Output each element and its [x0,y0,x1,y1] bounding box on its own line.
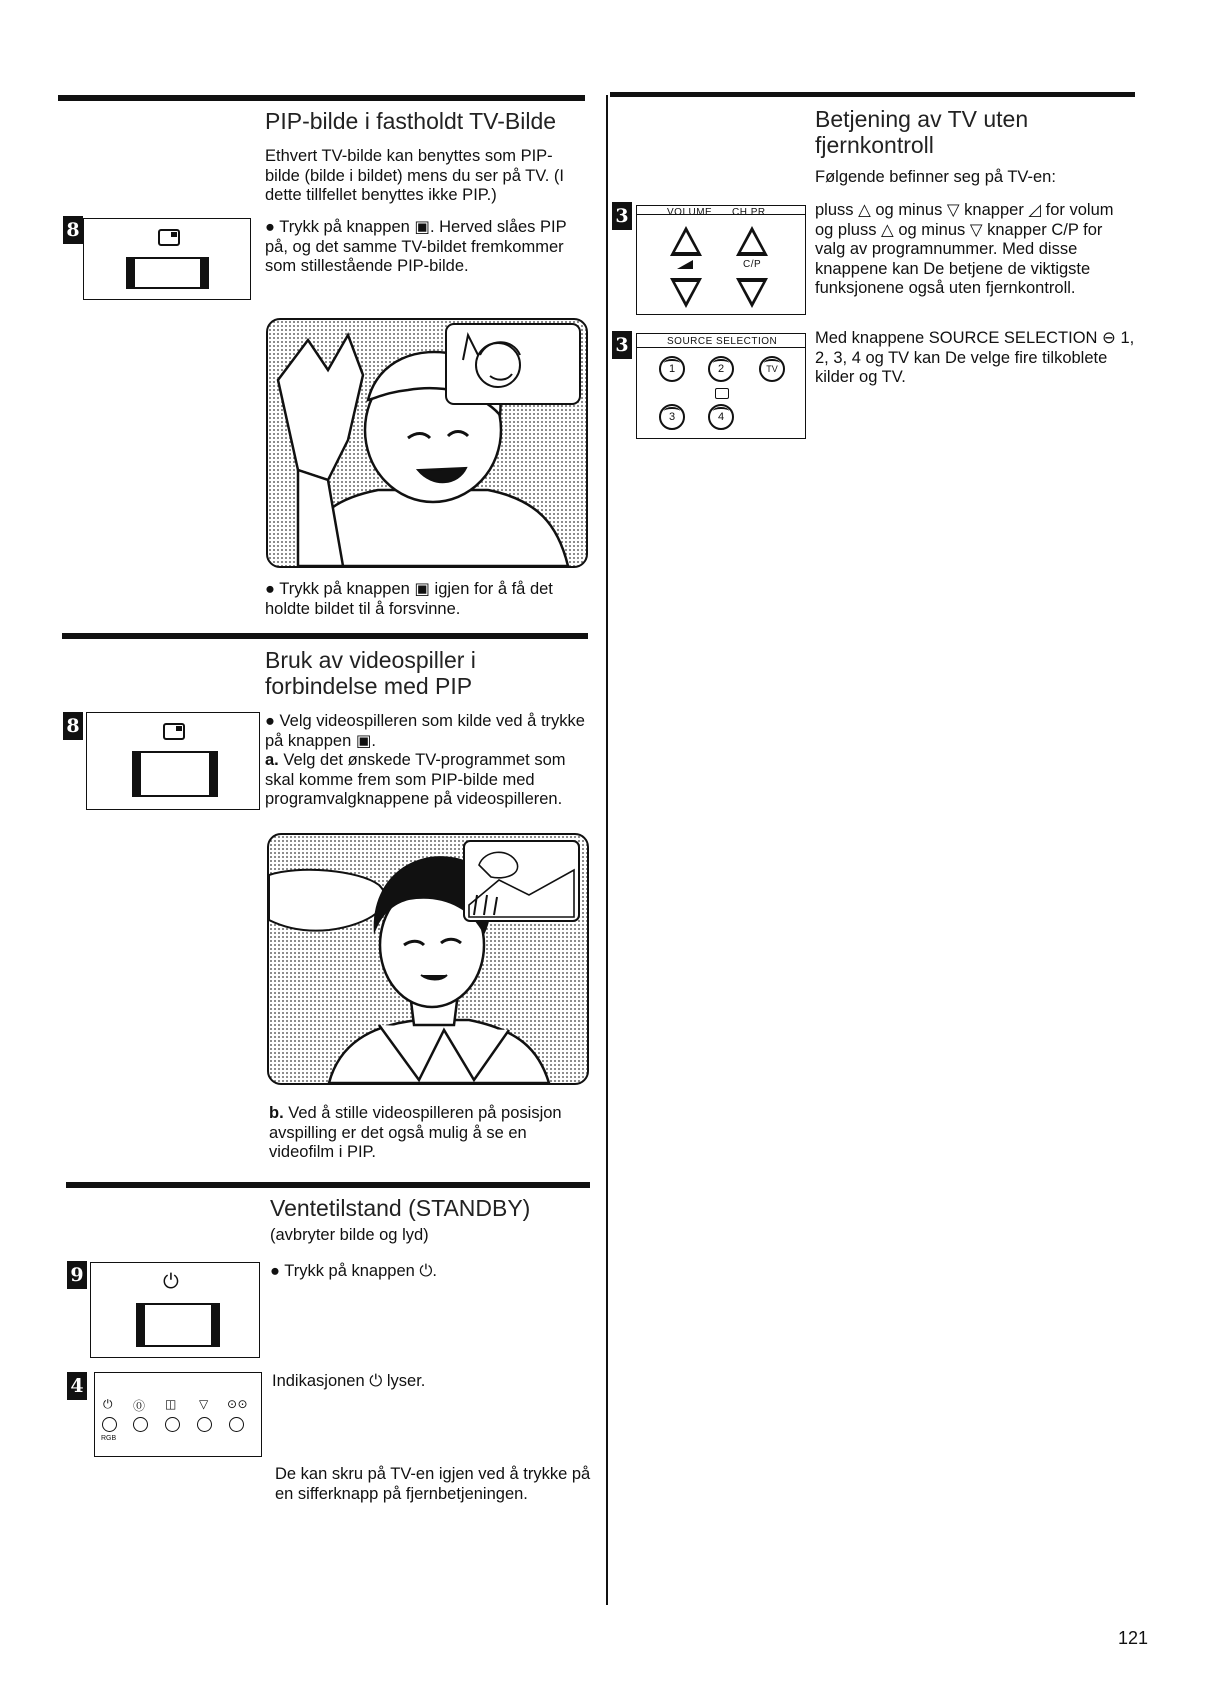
woman-with-pip-illustration [269,835,587,1083]
chpr-label: CH PR [732,207,766,218]
channel-minus-button[interactable] [736,278,768,308]
channel-plus-button[interactable] [736,226,768,256]
volume-icon [677,260,693,269]
source-selection-label: SOURCE SELECTION [667,336,778,347]
standby-button-diagram [90,1262,260,1358]
section-title-pip-freeze: PIP-bilde i fastholdt TV-Bilde [265,108,557,134]
led-symbol-teletext: ◫ [165,1397,177,1411]
instruction-step-b [269,1104,587,1163]
source-selection-description: Med knappene SOURCE SELECTION ⊖ 1, 2, 3, 4 og TV kan De velge fire tilkoblete kilder og TV. [815,329,1135,386]
source-button-tv[interactable]: TV [759,356,785,382]
source-button-4[interactable]: 4 [708,404,734,430]
source-button-3[interactable]: 3 [659,404,685,430]
source-button-1[interactable]: 1 [659,356,685,382]
indicator-text: Indikasjonen ⏻ lyser. [272,1372,426,1390]
step-badge: 8 [63,216,83,244]
pip-icon [158,229,180,246]
led-symbol-standby: ⏻ [103,1397,113,1411]
volume-plus-button[interactable] [670,226,702,256]
label-rule [637,214,805,215]
section-rule [62,633,588,639]
standby-icon: ⏻ [163,1269,179,1293]
led-indicator [102,1417,117,1432]
instruction-bullet: ● Trykk på knappen ⏻. [270,1262,438,1280]
source-selection-diagram [636,333,806,439]
led-symbol-minus: ▽ [199,1397,209,1411]
section-rule [610,92,1135,97]
indicator-panel-diagram [94,1372,262,1457]
source-icon [715,388,729,399]
pip-button-diagram [86,712,260,810]
led-indicator [229,1417,244,1432]
led-symbol-stereo: ⊙⊙ [227,1397,249,1411]
section-intro: Følgende befinner seg på TV-en: [815,168,1056,186]
step-badge: 3 [612,331,632,359]
column-divider [606,95,608,1605]
led-indicator [165,1417,180,1432]
section-intro: Ethvert TV-bilde kan benyttes som PIP-bilde (bilde i bildet) mens du ser på TV. (I dette tillfellet benyttes ikke PIP.) [265,147,564,204]
pip-icon [163,723,185,740]
step-b-text: Ved å stille videospilleren på posisjon avspilling er det også mulig å se en videofilm i PIP. [269,1104,562,1161]
step-a-text: Velg det ønskede TV-programmet som skal komme frem som PIP-bilde med programvalgknappene på videospilleren. [265,751,566,808]
instruction-bullet: ● Velg videospilleren som kilde ved å trykke på knappen ▣. [265,712,585,750]
closing-text: De kan skru på TV-en igjen ved å trykke på en sifferknapp på fjernbetjeningen. [275,1465,591,1503]
instruction-step-a [265,751,585,810]
volume-minus-button[interactable] [670,278,702,308]
led-symbol-program: ⓪ [133,1399,146,1413]
section-rule [58,95,585,101]
volume-channel-buttons-diagram [636,205,806,315]
rgb-label: RGB [101,1435,117,1442]
instruction-bullet: ● Trykk på knappen ▣. Herved slåes PIP på, og det samme TV-bildet fremkommer som stillestående PIP-bilde. [265,218,567,275]
label-rule [637,347,805,348]
step-a-label: a. [265,751,279,769]
section-title-standby: Ventetilstand (STANDBY) [270,1195,531,1221]
pip-freeze-illustration [266,318,588,568]
section-rule [66,1182,590,1188]
step-badge: 3 [612,202,632,230]
tv-screen-icon [139,751,211,797]
volume-label: VOLUME [667,207,713,218]
page-number: 121 [1118,1628,1149,1648]
section-subtitle: (avbryter bilde og lyd) [270,1226,429,1244]
step-b-label: b. [269,1104,284,1122]
section-title-vcr-pip: Bruk av videospiller i forbindelse med PIP [265,647,476,699]
instruction-bullet: ● Trykk på knappen ▣ igjen for å få det holdte bildet til å forsvinne. [265,580,553,618]
volume-channel-description: pluss △ og minus ▽ knapper ◿ for volum og pluss △ og minus ▽ knapper C/P for valg av programnummer. Med disse knappene kan De betjene de viktigste funksjonene også uten fjernkontroll. [815,201,1114,297]
person-waving-illustration [268,320,586,566]
led-indicator [197,1417,212,1432]
vcr-pip-illustration [267,833,589,1085]
section-title-no-remote: Betjening av TV uten fjernkontroll [815,106,1029,158]
source-button-2[interactable]: 2 [708,356,734,382]
pip-button-diagram [83,218,251,300]
tv-screen-icon [133,257,202,289]
tv-screen-icon [143,1303,213,1347]
step-badge: 9 [67,1261,87,1289]
cp-label: C/P [743,259,762,270]
led-indicator [133,1417,148,1432]
step-badge: 8 [63,712,83,740]
step-badge: 4 [67,1372,87,1400]
